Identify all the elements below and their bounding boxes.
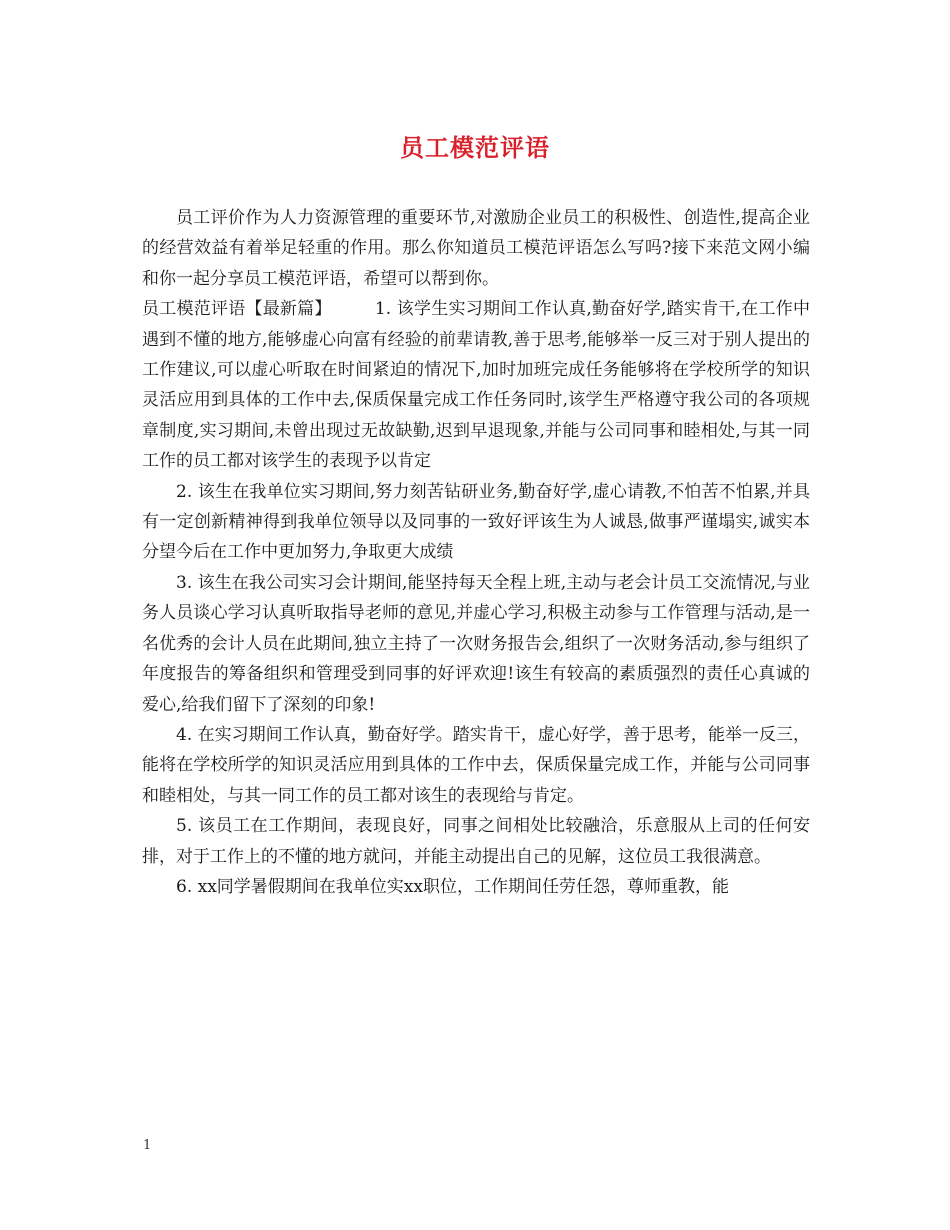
document-body <box>142 203 810 902</box>
comment-paragraph-1: 员工模范评语【最新篇】 1. 该学生实习期间工作认真,勤奋好学,踏实肯干,在工作中遇到不懂的地方,能够虚心向富有经验的前辈请教,善于思考,能够举一反三对于别人提出的工作建议,可以虚心听取在时间紧迫的情况下,加时加班完成任务能够将在学校所学的知识灵活应用到具体的工作中去,保质保量完成工作任务同时,该学生严格遵守我公司的各项规章制度,实习期间,未曾出现过无故缺勤,迟到早退现象,并能与公司同事和睦相处,与其一同工作的员工都对该学生的表现予以肯定 <box>142 299 810 472</box>
comment-paragraph-4: 4. 在实习期间工作认真，勤奋好学。踏实肯干，虚心好学，善于思考，能举一反三，能将在学校所学的知识灵活应用到具体的工作中去，保质保量完成工作，并能与公司同事和睦相处，与其一同工作的员工都对该生的表现给与肯定。 <box>142 724 810 806</box>
comment-paragraph-6: 6. xx同学暑假期间在我单位实xx职位，工作期间任劳任怨，尊师重教，能 <box>176 876 729 897</box>
comment-paragraph-2: 2. 该生在我单位实习期间,努力刻苦钻研业务,勤奋好学,虚心请教,不怕苦不怕累,并具有一定创新精神得到我单位领导以及同事的一致好评该生为人诚恳,做事严谨塌实,诚实本分望今后在工作中更加努力,争取更大成绩 <box>142 481 810 563</box>
comment-paragraph-5: 5. 该员工在工作期间，表现良好，同事之间相处比较融洽，乐意服从上司的任何安排，对于工作上的不懂的地方就问，并能主动提出自己的见解，这位员工我很满意。 <box>142 816 810 867</box>
intro-paragraph: 员工评价作为人力资源管理的重要环节,对激励企业员工的积极性、创造性,提高企业的经营效益有着举足轻重的作用。那么你知道员工模范评语怎么写吗?接下来范文网小编和你一起分享员工模范评语，希望可以帮到你。 <box>142 208 810 289</box>
page-number: 1 <box>143 1138 152 1153</box>
page-title: 员工模范评语 <box>400 133 550 162</box>
comment-paragraph-3: 3. 该生在我公司实习会计期间,能坚持每天全程上班,主动与老会计员工交流情况,与业务人员谈心学习认真听取指导老师的意见,并虚心学习,积极主动参与工作管理与活动,是一名优秀的会计人员在此期间,独立主持了一次财务报告会,组织了一次财务活动,参与组织了年度报告的筹备组织和管理受到同事的好评欢迎!该生有较高的素质强烈的责任心真诚的爱心,给我们留下了深刻的印象! <box>142 572 810 715</box>
